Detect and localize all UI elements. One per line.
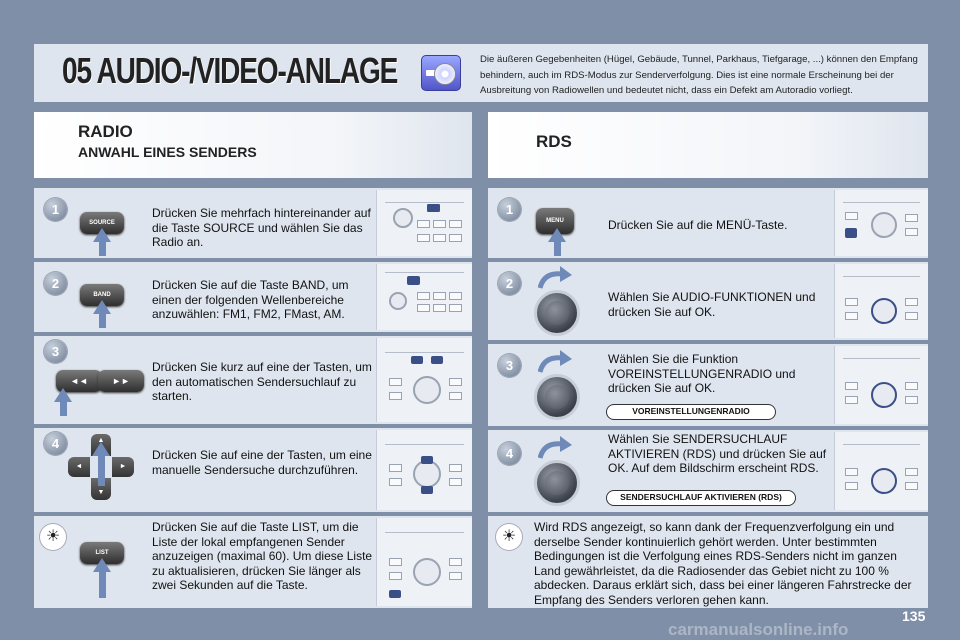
turn-arrow-icon xyxy=(538,266,572,290)
radio-panel-image xyxy=(376,430,472,510)
rotary-knob-icon xyxy=(534,290,580,336)
radio-panel-image xyxy=(376,190,472,256)
rds-step-3 xyxy=(488,344,928,426)
rds-step-2 xyxy=(488,262,928,340)
step-number: 3 xyxy=(44,340,67,363)
step-text: Drücken Sie mehrfach hintereinander auf die Taste SOURCE und wählen Sie das Radio an. xyxy=(152,206,371,249)
radio-step-1 xyxy=(34,188,472,258)
radio-panel-image xyxy=(376,338,472,422)
step-text: Drücken Sie auf die MENÜ-Taste. xyxy=(608,218,788,232)
seek-back-button: ◄◄ xyxy=(56,370,102,392)
step-text: Wählen Sie SENDERSUCHLAUF AKTIVIEREN (RDS) und drücken Sie auf OK. Auf dem Bildschirm erscheint RDS. xyxy=(608,432,827,475)
step-number: 1 xyxy=(44,198,67,221)
screen-label: SENDERSUCHLAUF AKTIVIEREN (RDS) xyxy=(606,490,796,506)
step-number: 3 xyxy=(498,354,521,377)
rds-tip xyxy=(488,516,928,608)
step-number: 4 xyxy=(44,432,67,455)
tip-text: Drücken Sie auf die Taste LIST, um die Liste der lokal empfangenen Sender anzuzeigen (maximal 60). Um diese Liste zu aktualisieren, drücken Sie länger als zwei Sekunden auf die Taste. xyxy=(152,520,373,592)
tip-text: Wird RDS angezeigt, so kann dank der Frequenzverfolgung ein und derselbe Sender kontinuierlich gehört werden. Unter bestimmten Bedingungen ist die Verfolgung eines RDS-Senders nicht im ganzen Land gewährleistet, da die Radiosender das Gebiet nicht zu 100 % abdecken. Daraus erklärt sich, dass bei einer längeren Fahrstrecke der Empfang des Senders verloren gehen kann. xyxy=(534,520,912,607)
rds-panel-image xyxy=(834,432,928,510)
rds-panel-image xyxy=(834,264,928,338)
page-title: 05 AUDIO-/VIDEO-ANLAGE xyxy=(62,50,398,91)
radio-step-4 xyxy=(34,428,472,512)
step-number: 4 xyxy=(498,442,521,465)
arrow-up-icon xyxy=(93,558,111,572)
arrow-up-icon xyxy=(92,442,110,456)
watermark: carmanualsonline.info xyxy=(668,620,849,639)
turn-arrow-icon xyxy=(538,436,572,460)
radio-title: RADIO xyxy=(78,122,133,141)
radio-panel-image xyxy=(376,264,472,330)
rotary-knob-icon xyxy=(534,460,580,506)
arrow-up-icon xyxy=(93,300,111,314)
rds-title: RDS xyxy=(536,132,572,151)
rds-step-4 xyxy=(488,430,928,512)
step-text: Wählen Sie AUDIO-FUNKTIONEN und drücken Sie auf OK. xyxy=(608,290,816,319)
arrow-up-icon xyxy=(54,388,72,402)
seek-forward-button: ►► xyxy=(98,370,144,392)
tip-light-icon: ☀ xyxy=(496,524,522,550)
source-button: SOURCE xyxy=(80,212,124,234)
rds-panel-image xyxy=(834,190,928,256)
step-text: Drücken Sie kurz auf eine der Tasten, um den automatischen Sendersuchlauf zu starten. xyxy=(152,360,372,403)
radio-section-header xyxy=(34,112,472,178)
step-number: 1 xyxy=(498,198,521,221)
list-button: LIST xyxy=(80,542,124,564)
rds-section-header xyxy=(488,112,928,178)
step-text: Wählen Sie die Funktion VOREINSTELLUNGENRADIO und drücken Sie auf OK. xyxy=(608,352,796,395)
rds-panel-image xyxy=(834,346,928,424)
radio-subtitle: ANWAHL EINES SENDERS xyxy=(78,144,257,160)
step-text: Drücken Sie auf die Taste BAND, um einen der folgenden Wellenbereiche anzuwählen: FM1, FM2, FMast, AM. xyxy=(152,278,349,321)
screen-label: VOREINSTELLUNGENRADIO xyxy=(606,404,776,420)
arrow-up-icon xyxy=(548,228,566,242)
arrow-up-icon xyxy=(93,228,111,242)
step-number: 2 xyxy=(44,272,67,295)
rotary-knob-icon xyxy=(534,374,580,420)
band-button: BAND xyxy=(80,284,124,306)
audio-video-icon xyxy=(421,55,461,91)
turn-arrow-icon xyxy=(538,350,572,374)
step-number: 2 xyxy=(498,272,521,295)
direction-pad-icon: ▲ ▼ ◄ ► xyxy=(68,434,134,500)
radio-panel-image xyxy=(376,518,472,606)
rds-step-1 xyxy=(488,188,928,258)
menu-button: MENU xyxy=(536,208,574,234)
radio-step-2 xyxy=(34,262,472,332)
radio-tip xyxy=(34,516,472,608)
radio-step-3 xyxy=(34,336,472,424)
tip-light-icon: ☀ xyxy=(40,524,66,550)
page-number: 135 xyxy=(902,608,926,624)
step-text: Drücken Sie auf eine der Tasten, um eine manuelle Sendersuche durchzuführen. xyxy=(152,448,372,477)
intro-text: Die äußeren Gegebenheiten (Hügel, Gebäude, Tunnel, Parkhaus, Tiefgarage, ...) können den Empfang behindern, auch im RDS-Modus zur Senderverfolgung. Dies ist eine normale Erscheinung bei der Ausbreitung von Radiowellen und bedeutet nicht, dass ein Defekt am Autoradio vorliegt. xyxy=(480,54,918,96)
